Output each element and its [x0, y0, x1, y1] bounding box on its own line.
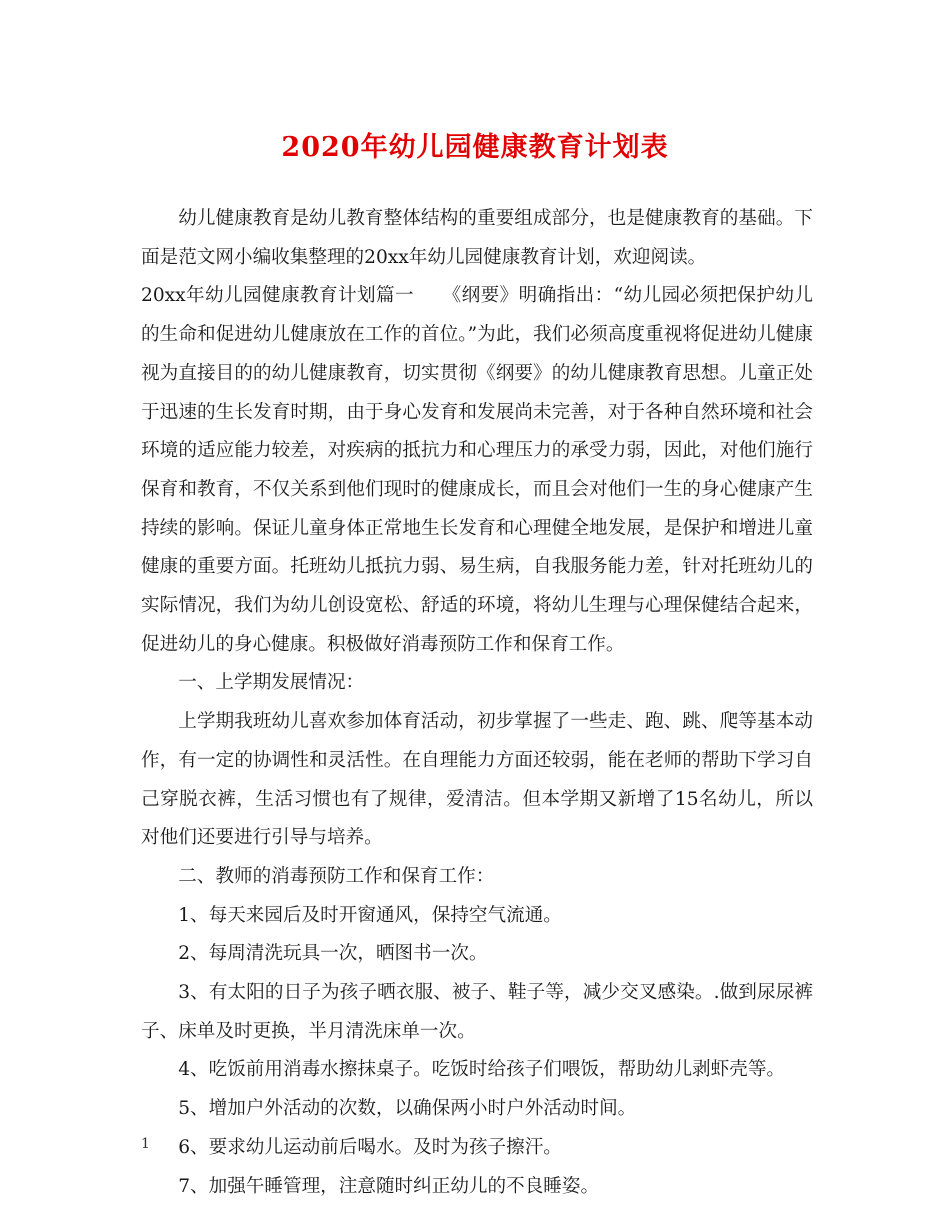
paragraph-last-term: 上学期我班幼儿喜欢参加体育活动，初步掌握了一些走、跑、跳、爬等基本动作，有一定的协调性和灵活性。在自理能力方面还较弱，能在老师的帮助下学习自己穿脱衣裤，生活习惯也有了规律，爱清洁。但本学期又新增了15名幼儿，所以对他们还要进行引导与培养。: [141, 711, 813, 849]
list-item-4: 4、吃饭前用消毒水擦抹桌子。吃饭时给孩子们喂饭，帮助幼儿剥虾壳等。: [178, 1059, 786, 1081]
list-item-6: 6、要求幼儿运动前后喝水。及时为孩子擦汗。: [178, 1136, 562, 1158]
list-item-3: 3、有太阳的日子为孩子晒衣服、被子、鞋子等，减少交叉感染。.做到尿尿裤子、床单及时更换，半月清洗床单一次。: [141, 982, 813, 1042]
list-item-5: 5、增加户外活动的次数，以确保两小时户外活动时间。: [178, 1098, 637, 1120]
paragraph-intro: 幼儿健康教育是幼儿教育整体结构的重要组成部分，也是健康教育的基础。下面是范文网小编收集整理的20xx年幼儿园健康教育计划，欢迎阅读。: [141, 208, 813, 268]
list-item-7: 7、加强午睡管理，注意随时纠正幼儿的不良睡姿。: [178, 1175, 600, 1197]
list-item-1: 1、每天来园后及时开窗通风，保持空气流通。: [178, 904, 562, 926]
section-heading-prevention: 二、教师的消毒预防工作和保育工作：: [178, 865, 495, 887]
page-number: 1: [141, 1136, 150, 1152]
paragraph-plan-part-one: 20xx年幼儿园健康教育计划篇一 《纲要》明确指出：“幼儿园必须把保护幼儿的生命和促进幼儿健康放在工作的首位。”为此，我们必须高度重视将促进幼儿健康视为直接目的的幼儿健康教育，切实贯彻《纲要》的幼儿健康教育思想。儿童正处于迅速的生长发育时期，由于身心发育和发展尚未完善，对于各种自然环境和社会环境的适应能力较差，对疾病的抵抗力和心理压力的承受力弱，因此，对他们施行保育和教育，不仅关系到他们现时的健康成长，而且会对他们一生的身心健康产生持续的影响。保证儿童身体正常地生长发育和心理健全地发展，是保护和增进儿童健康的重要方面。托班幼儿抵抗力弱、易生病，自我服务能力差，针对托班幼儿的实际情况，我们为幼儿创设宽松、舒适的环境，将幼儿生理与心理保健结合起来，促进幼儿的身心健康。积极做好消毒预防工作和保育工作。: [141, 285, 813, 655]
document-title: 2020年幼儿园健康教育计划表: [281, 132, 669, 163]
list-item-2: 2、每周清洗玩具一次，晒图书一次。: [178, 943, 488, 965]
section-heading-last-term: 一、上学期发展情况：: [178, 672, 365, 694]
document-body: [141, 200, 813, 1206]
